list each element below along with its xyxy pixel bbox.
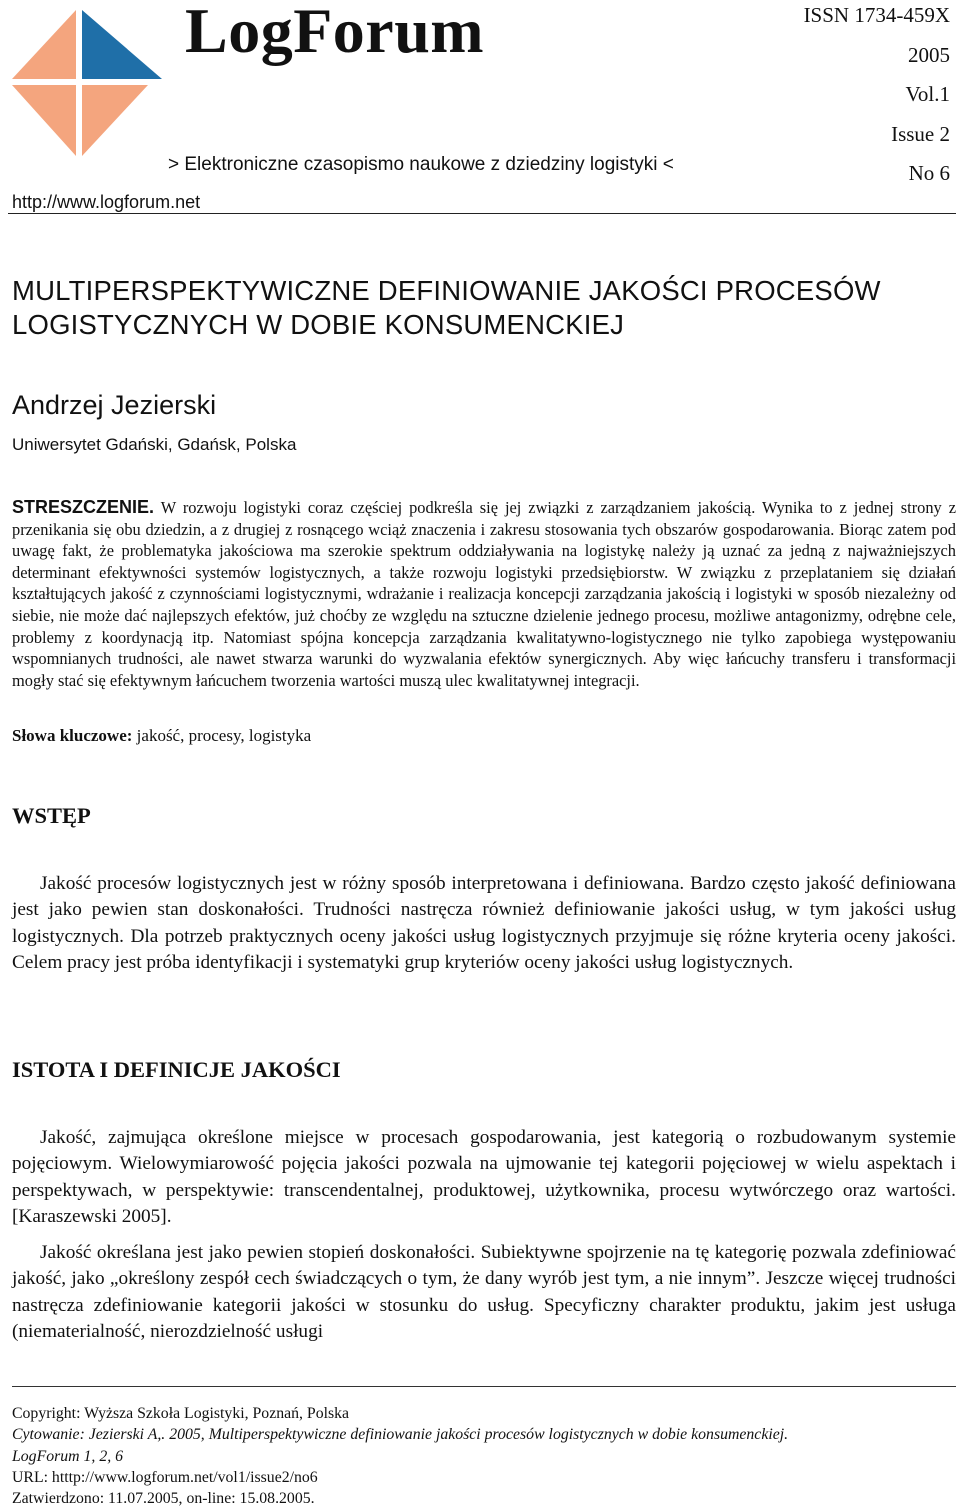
footer-url-link[interactable]: URL: htttp://www.logforum.net/vol1/issue2/no6 [12, 1468, 318, 1486]
issn: ISSN 1734-459X [803, 3, 950, 27]
footer-divider [12, 1386, 956, 1387]
year: 2005 [908, 42, 950, 67]
article-title [12, 274, 881, 342]
footer-copyright: Copyright: Wyższa Szkoła Logistyki, Poznań, Polska [12, 1405, 350, 1422]
journal-tagline: > Elektroniczne czasopismo naukowe z dziedziny logistyki < [168, 154, 674, 175]
istota-paragraph-2: Jakość określana jest jako pewien stopień doskonałości. Subiektywne spojrzenie na tę kategorię pozwala zdefiniować jakość, jako „określony zespół cech świadczących o tym, że dany wyrób jest tym, a nie innym”. Jeszcze więcej trudności nastręcza zdefiniowanie kategorii jakości w stosunku do usług. Specyficzny charakter produktu, jakim jest usługa (niematerialność, nierozdzielność usługi [12, 1242, 956, 1342]
section-heading-intro: WSTĘP [12, 803, 91, 828]
footer-dates: Zatwierdzono: 11.07.2005, on-line: 15.08.2005. [12, 1490, 315, 1508]
keywords-label: Słowa kluczowe: [12, 726, 133, 745]
logo-orange-left [12, 85, 76, 156]
logo-orange-top [12, 10, 76, 79]
header-divider [8, 213, 956, 214]
istota-paragraph-1: Jakość, zajmująca określone miejsce w procesach gospodarowania, jest kategorią o rozbudowanym systemie pojęciowym. Wielowymiarowość pojęcia jakości pozwala na ujmowanie tej kategorii pojęciowej w wielu aspektach i perspektywach, w perspektywie: transcendentalnej, produktowej, użytkownika, procesu wytwórczego oraz wartości. [Karaszewski 2005]. [12, 1127, 956, 1227]
journal-brand: LogForum [185, 0, 485, 66]
title-line-2: LOGISTYCZNYCH W DOBIE KONSUMENCKIEJ [12, 309, 625, 340]
keywords [12, 726, 311, 746]
abstract-label: STRESZCZENIE. [12, 497, 155, 517]
logforum-logo [8, 6, 164, 158]
keywords-list: jakość, procesy, logistyka [132, 726, 312, 745]
issue: Issue 2 [891, 121, 950, 146]
author-name: Andrzej Jezierski [12, 390, 217, 420]
footer-citation-source: LogForum 1, 2, 6 [12, 1447, 124, 1465]
abstract [12, 497, 956, 691]
title-line-1: MULTIPERSPEKTYWICZNE DEFINIOWANIE JAKOŚCI PROCESÓW [12, 275, 881, 306]
issue-metadata [804, 0, 950, 194]
site-url-link[interactable]: http://www.logforum.net [12, 192, 201, 212]
logo-blue-flag [82, 10, 162, 79]
number: No 6 [908, 161, 950, 185]
abstract-text: W rozwoju logistyki coraz częściej podkreśla się jej związki z zarządzaniem jakością. Wynika to z jednej strony z przenikania się obu dziedzin, a z drugiej z rosnącego wciąż znaczenia i zakresu stosowania tych obszarów gospodarowania. Biorąc zatem pod uwagę fakt, że problematyka jakościowa ma szerokie spektrum oddziaływania na logistykę należy ją uznać za jedną z najważniejszych determinant efektywności systemów logistycznych, a także rozwoju logistyki przedsiębiorstw. W związku z przeplataniem się działań kształtujących jakość z czynnościami logistycznymi, wdrażanie i realizacja koncepcji zarządzania jakością i logistyki w sposób niezależny od siebie, nie może dać najlepszych efektów, już choćby ze względu na sztuczne dzielenie jednego procesu, możliwe antagonizmy, odrębne cele, problemy z koordynacją itp. Natomiast spójna koncepcja zarządzania kwalitatywno-logistycznego nie tylko zapobiega występowaniu wspomnianych trudności, ale nawet stwarza warunki do wyzwalania efektów synergicznych. Aby więc łańcuchy transferu i transformacji mogły stać się efektywnym łańcuchem tworzenia wartości muszą ulec kwalitatywnej integracji. [12, 498, 956, 690]
logo-orange-right [82, 85, 148, 156]
volume: Vol.1 [905, 82, 950, 106]
page-footer [12, 1403, 960, 1509]
section-heading-istota: ISTOTA I DEFINICJE JAKOŚCI [12, 1057, 341, 1082]
intro-paragraph: Jakość procesów logistycznych jest w różny sposób interpretowana i definiowana. Bardzo często jakość definiowana jest jako pewien stan doskonałości. Trudności nastręcza również definiowanie jakości usług, w tym jakości usług logistycznych. Dla potrzeb praktycznych oceny jakości usług logistycznych przyjmuje się różne kryteria oceny jakości. Celem pracy jest próba identyfikacji i systematyki grup kryteriów oceny jakości usług logistycznych. [12, 873, 956, 973]
footer-citation: Cytowanie: Jezierski A,. 2005, Multiperspektywiczne definiowanie jakości procesów logistycznych w dobie konsumenckiej. [12, 1426, 789, 1444]
author-affiliation: Uniwersytet Gdański, Gdańsk, Polska [12, 435, 297, 454]
